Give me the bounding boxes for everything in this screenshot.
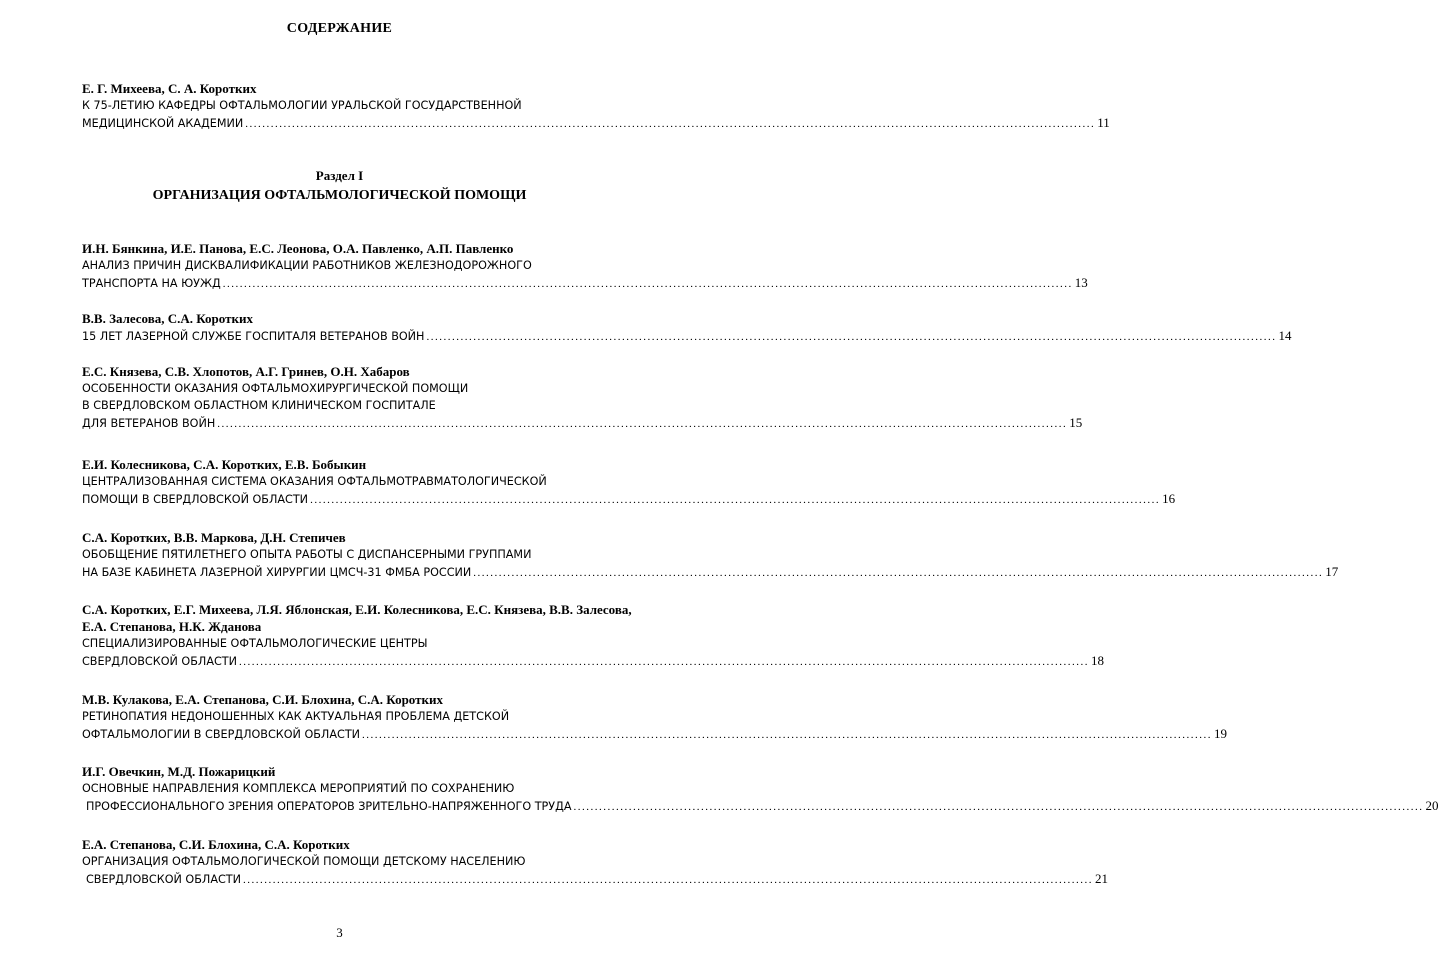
entry-authors: М.В. Кулакова, Е.А. Степанова, С.И. Блохина, С.А. Коротких [82, 692, 443, 707]
entry-title-line: АНАЛИЗ ПРИЧИН ДИСКВАЛИФИКАЦИИ РАБОТНИКОВ ЖЕЛЕЗНОДОРОЖНОГО [82, 259, 532, 272]
entry-authors: С.А. Коротких, В.В. Маркова, Д.Н. Степичев [82, 530, 346, 545]
dot-leader: ........................................................................................................................................................................................................ [245, 118, 1096, 130]
entry-title-line [82, 870, 1108, 887]
entry-title-line: ОРГАНИЗАЦИЯ ОФТАЛЬМОЛОГИЧЕСКОЙ ПОМОЩИ ДЕТСКОМУ НАСЕЛЕНИЮ [82, 855, 526, 868]
dot-leader: ........................................................................................................................................................................................................ [242, 874, 1093, 886]
entry-title-text: 15 ЛЕТ ЛАЗЕРНОЙ СЛУЖБЕ ГОСПИТАЛЯ ВЕТЕРАНОВ ВОЙН [82, 330, 425, 343]
entry-authors: Е.И. Колесникова, С.А. Коротких, Е.В. Бобыкин [82, 457, 367, 472]
page-number: 3 [336, 925, 343, 940]
dot-leader: ........................................................................................................................................................................................................ [217, 418, 1068, 430]
entry-title-text: ТРАНСПОРТА НА ЮУЖД [82, 277, 221, 290]
entry-title-line: ЦЕНТРАЛИЗОВАННАЯ СИСТЕМА ОКАЗАНИЯ ОФТАЛЬМОТРАВМАТОЛОГИЧЕСКОЙ [82, 475, 547, 488]
entry-authors: Е.С. Князева, С.В. Хлопотов, А.Г. Гринев, О.Н. Хабаров [82, 364, 410, 379]
entry-title-line [82, 725, 1228, 742]
dot-leader: ........................................................................................................................................................................................................ [426, 331, 1277, 343]
toc-entry [82, 763, 1438, 814]
entry-authors: И.Г. Овечкин, М.Д. Пожарицкий [82, 764, 276, 779]
entry-title-text: СВЕРДЛОВСКОЙ ОБЛАСТИ [86, 873, 241, 886]
entry-page-number: 18 [1090, 653, 1104, 668]
entry-title-line: К 75-ЛЕТИЮ КАФЕДРЫ ОФТАЛЬМОЛОГИИ УРАЛЬСКОЙ ГОСУДАРСТВЕННОЙ [82, 99, 522, 112]
entry-authors: В.В. Залесова, С.А. Коротких [82, 311, 253, 326]
entry-title-line: ОСНОВНЫЕ НАПРАВЛЕНИЯ КОМПЛЕКСА МЕРОПРИЯТИЙ ПО СОХРАНЕНИЮ [82, 782, 515, 795]
entry-title-line [82, 274, 1088, 291]
entry-authors: И.Н. Бянкина, И.Е. Панова, Е.С. Леонова, О.А. Павленко, А.П. Павленко [82, 241, 514, 256]
dot-leader: ........................................................................................................................................................................................................ [238, 656, 1089, 668]
entry-page-number: 11 [1097, 115, 1110, 130]
entry-title-line: В СВЕРДЛОВСКОМ ОБЛАСТНОМ КЛИНИЧЕСКОМ ГОСПИТАЛЕ [82, 399, 436, 412]
toc-entry [82, 836, 1108, 887]
entry-title-line [82, 327, 1292, 344]
toc-entry [82, 601, 1104, 669]
section-title: ОРГАНИЗАЦИЯ ОФТАЛЬМОЛОГИЧЕСКОЙ ПОМОЩИ [152, 188, 527, 203]
toc-entry [82, 529, 1339, 580]
dot-leader: ........................................................................................................................................................................................................ [362, 729, 1213, 741]
entry-title-line: РЕТИНОПАТИЯ НЕДОНОШЕННЫХ КАК АКТУАЛЬНАЯ ПРОБЛЕМА ДЕТСКОЙ [82, 710, 510, 723]
entry-title-line [82, 563, 1339, 580]
entry-title-text: НА БАЗЕ КАБИНЕТА ЛАЗЕРНОЙ ХИРУРГИИ ЦМСЧ-31 ФМБА РОССИИ [82, 566, 472, 579]
entry-page-number: 14 [1278, 328, 1292, 343]
entry-title-line [82, 490, 1176, 507]
entry-title-line: ОБОБЩЕНИЕ ПЯТИЛЕТНЕГО ОПЫТА РАБОТЫ С ДИСПАНСЕРНЫМИ ГРУППАМИ [82, 548, 532, 561]
entry-page-number: 15 [1069, 415, 1083, 430]
toc-title: СОДЕРЖАНИЕ [286, 21, 393, 36]
entry-title-text: ПРОФЕССИОНАЛЬНОГО ЗРЕНИЯ ОПЕРАТОРОВ ЗРИТЕЛЬНО-НАПРЯЖЕННОГО ТРУДА [86, 800, 572, 813]
entry-title-line [82, 114, 1110, 131]
dot-leader: ........................................................................................................................................................................................................ [310, 494, 1161, 506]
toc-entry [82, 80, 1110, 131]
dot-leader: ........................................................................................................................................................................................................ [473, 567, 1324, 579]
toc-entry [82, 691, 1228, 742]
entry-authors: Е. Г. Михеева, С. А. Коротких [82, 81, 257, 96]
dot-leader: ........................................................................................................................................................................................................ [573, 801, 1424, 813]
entry-page-number: 20 [1425, 798, 1438, 813]
entry-title-line [82, 414, 1083, 431]
entry-title-text: ДЛЯ ВЕТЕРАНОВ ВОЙН [82, 417, 216, 430]
entry-page-number: 13 [1074, 275, 1088, 290]
entry-authors: Е.А. Степанова, С.И. Блохина, С.А. Коротких [82, 837, 350, 852]
dot-leader: ........................................................................................................................................................................................................ [222, 278, 1073, 290]
toc-entry [82, 240, 1088, 291]
entry-title-line [82, 797, 1438, 814]
entry-page-number: 16 [1162, 491, 1176, 506]
entry-title-text: МЕДИЦИНСКОЙ АКАДЕМИИ [82, 117, 244, 130]
entry-page-number: 21 [1094, 871, 1108, 886]
entry-title-text: СВЕРДЛОВСКОЙ ОБЛАСТИ [82, 655, 237, 668]
entry-title-text: ПОМОЩИ В СВЕРДЛОВСКОЙ ОБЛАСТИ [82, 493, 309, 506]
entry-title-line [82, 652, 1104, 669]
entry-title-line: СПЕЦИАЛИЗИРОВАННЫЕ ОФТАЛЬМОЛОГИЧЕСКИЕ ЦЕНТРЫ [82, 637, 428, 650]
toc-entry [82, 363, 1083, 431]
toc-entry [82, 456, 1176, 507]
entry-page-number: 17 [1325, 564, 1339, 579]
entry-title-line: ОСОБЕННОСТИ ОКАЗАНИЯ ОФТАЛЬМОХИРУРГИЧЕСКОЙ ПОМОЩИ [82, 382, 469, 395]
entry-title-text: ОФТАЛЬМОЛОГИИ В СВЕРДЛОВСКОЙ ОБЛАСТИ [82, 728, 361, 741]
section-number: Раздел I [315, 168, 364, 183]
entry-page-number: 19 [1214, 726, 1228, 741]
entry-authors: С.А. Коротких, Е.Г. Михеева, Л.Я. Яблонская, Е.И. Колесникова, Е.С. Князева, В.В. Залесова, Е.А. Степанова, Н.К. Жданова [82, 602, 632, 634]
toc-entry [82, 310, 1292, 344]
